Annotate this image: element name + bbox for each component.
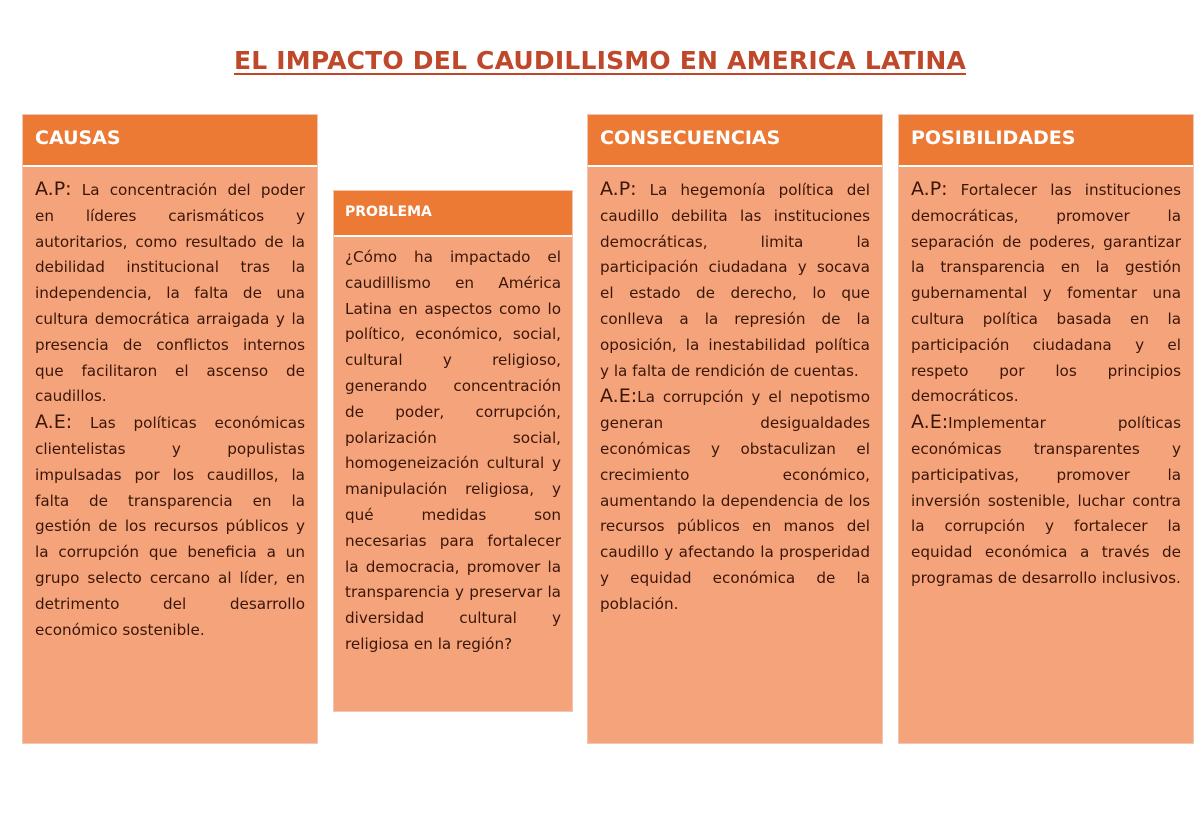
- consecuencias-body: [588, 167, 882, 618]
- consecuencias-ap-text: La hegemonía política del caudillo debilita las instituciones democráticas, limita la participación ciudadana y socava el estado de derecho, lo que conlleva a la represión de la oposición, la inestabilidad política y la falta de rendición de cuentas.: [600, 181, 870, 380]
- causas-ae-text: Las políticas económicas clientelistas y populistas impulsadas por los caudillos, la falta de transparencia en la gestión de los recursos públicos y la corrupción que beneficia a un grupo selecto cercano al líder, en detrimento del desarrollo económico sostenible.: [35, 414, 305, 639]
- posibilidades-body: [899, 167, 1193, 592]
- posibilidades-ae-paragraph: [911, 410, 1181, 592]
- consecuencias-ae-text: La corrupción y el nepotismo generan desigualdades económicas y obstaculizan el crecimiento económico, aumentando la dependencia de los recursos públicos en manos del caudillo y afectando la prosperidad y equidad económica de la población.: [600, 388, 870, 613]
- problema-heading: PROBLEMA: [334, 191, 572, 237]
- posibilidades-heading: POSIBILIDADES: [899, 115, 1193, 167]
- problema-panel: [333, 190, 573, 712]
- causas-ap-text: La concentración del poder en líderes carismáticos y autoritarios, como resultado de la debilidad institucional tras la independencia, la falta de una cultura democrática arraigada y la presencia de conflictos internos que facilitaron el ascenso de caudillos.: [35, 181, 305, 406]
- causas-panel: [22, 114, 318, 744]
- consecuencias-ap-label: A.P:: [600, 178, 637, 200]
- causas-ap-paragraph: [35, 177, 305, 410]
- consecuencias-heading: CONSECUENCIAS: [588, 115, 882, 167]
- posibilidades-ap-label: A.P:: [911, 178, 948, 200]
- problema-body: [334, 237, 572, 658]
- posibilidades-ae-text: Implementar políticas económicas transparentes y participativas, promover la inversión sostenible, luchar contra la corrupción y fortalecer la equidad económica a través de programas de desarrollo inclusivos.: [911, 414, 1181, 587]
- causas-ap-label: A.P:: [35, 178, 72, 200]
- causas-heading: CAUSAS: [23, 115, 317, 167]
- consecuencias-ae-label: A.E:: [600, 385, 638, 408]
- causas-ae-label: A.E:: [35, 411, 73, 434]
- posibilidades-panel: [898, 114, 1194, 744]
- problema-text: ¿Cómo ha impactado el caudillismo en América Latina en aspectos como lo político, económico, social, cultural y religioso, generando concentración de poder, corrupción, polarización social, homogeneización cultural y manipulación religiosa, y qué medidas son necesarias para fortalecer la democracia, promover la transparencia y preservar la diversidad cultural y religiosa en la región?: [345, 248, 561, 653]
- causas-body: [23, 167, 317, 643]
- posibilidades-ae-label: A.E:: [911, 411, 949, 434]
- causas-ae-paragraph: [35, 410, 305, 643]
- page-title: EL IMPACTO DEL CAUDILLISMO EN AMERICA LATINA: [233, 46, 967, 75]
- posibilidades-ap-text: Fortalecer las instituciones democráticas, promover la separación de poderes, garantizar la transparencia en la gestión gubernamental y fomentar una cultura política basada en la participación ciudadana y el respeto por los principios democráticos.: [911, 181, 1181, 406]
- consecuencias-ae-paragraph: [600, 384, 870, 617]
- consecuencias-ap-paragraph: [600, 177, 870, 384]
- consecuencias-panel: [587, 114, 883, 744]
- posibilidades-ap-paragraph: [911, 177, 1181, 410]
